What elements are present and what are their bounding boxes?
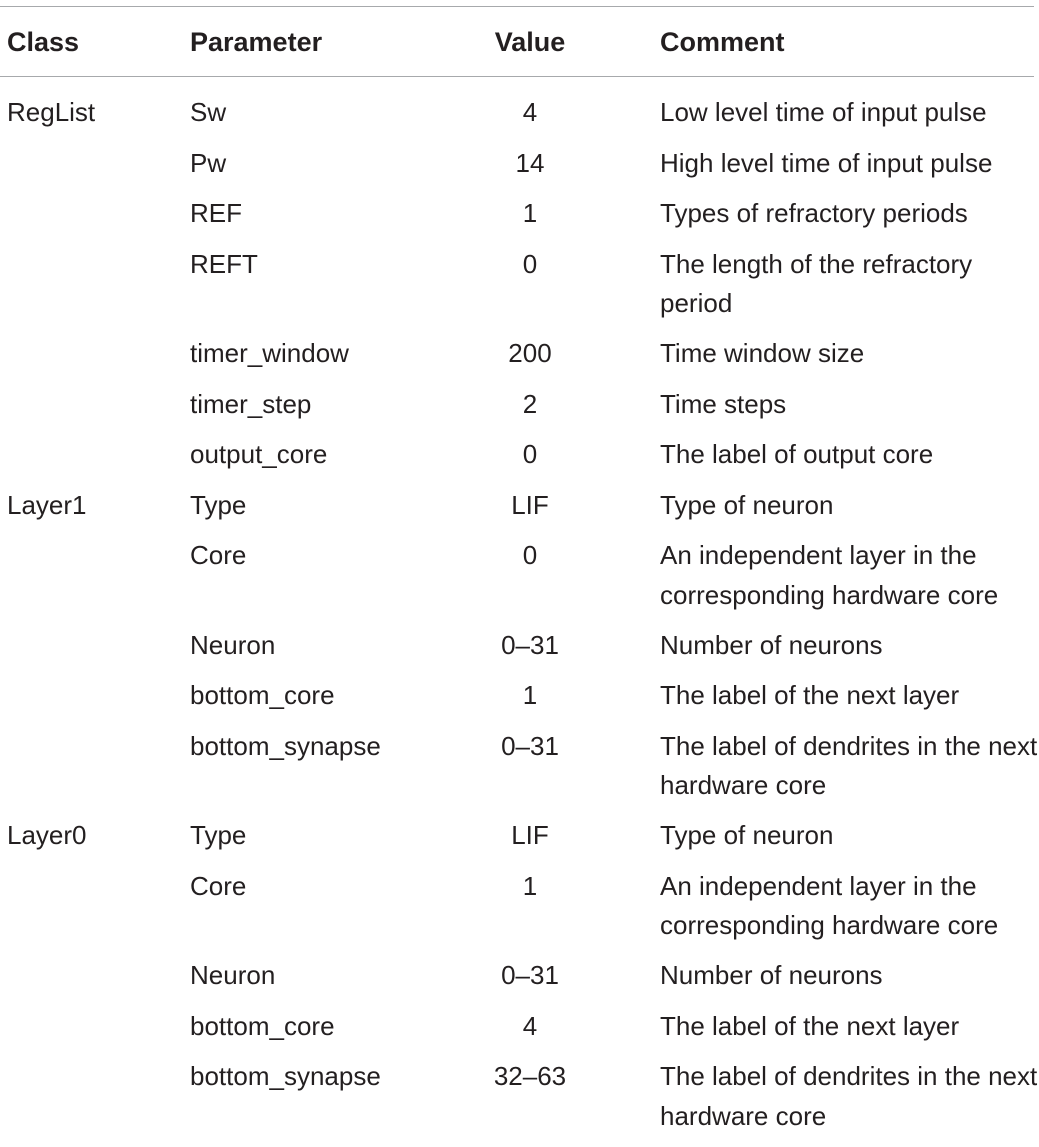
cell-value: 32–63 [493, 1061, 567, 1091]
header-class: Class [7, 27, 80, 57]
table-header [0, 24, 1039, 60]
cell-comment: Low level time of input pulse [660, 97, 987, 127]
table-row [0, 727, 1039, 817]
cell-comment: The label of the next layer [660, 1010, 960, 1041]
cell-parameter: Neuron [190, 960, 276, 990]
table-row [0, 626, 1039, 677]
cell-parameter: Pw [190, 147, 227, 178]
cell-comment: High level time of input pulse [660, 147, 993, 178]
cell-parameter: REF [190, 198, 242, 228]
cell-parameter: timer_window [190, 338, 349, 368]
table-row [0, 194, 1039, 245]
table-row [0, 956, 1039, 1007]
cell-parameter: Sw [190, 97, 227, 127]
header-comment: Comment [660, 27, 785, 57]
cell-parameter: Core [190, 540, 247, 570]
cell-parameter: REFT [190, 248, 258, 279]
cell-parameter: Type [190, 820, 247, 850]
cell-value: 0 [522, 540, 538, 570]
table-row [0, 245, 1039, 335]
header-value: Value [494, 27, 566, 57]
cell-comment: Time steps [660, 388, 787, 419]
cell-parameter: Neuron [190, 629, 276, 660]
cell-comment: The label of dendrites in the next hardware core [660, 730, 1038, 800]
cell-parameter: bottom_synapse [190, 1061, 381, 1091]
cell-value: 0–31 [501, 629, 559, 660]
cell-parameter: Core [190, 870, 247, 901]
cell-value: 0 [522, 248, 538, 279]
cell-comment: An independent layer in the corresponding hardware core [660, 870, 999, 940]
table-row [0, 334, 1039, 385]
cell-value: LIF [511, 820, 549, 850]
cell-value: 200 [508, 338, 552, 368]
cell-value: 2 [522, 388, 538, 419]
cell-parameter: bottom_synapse [190, 730, 381, 761]
top-rule [0, 6, 1034, 7]
cell-value: 0 [522, 439, 538, 469]
header-rule [0, 76, 1034, 77]
cell-value: 1 [522, 870, 538, 901]
cell-comment: Number of neurons [660, 629, 883, 660]
cell-value: 4 [522, 97, 538, 127]
table-row [0, 676, 1039, 727]
cell-parameter: bottom_core [190, 680, 335, 710]
table-row [0, 536, 1039, 626]
cell-value: 4 [522, 1010, 538, 1041]
cell-comment: Time window size [660, 338, 865, 368]
table-body [0, 93, 1039, 1147]
cell-class: Layer1 [7, 489, 87, 520]
cell-parameter: output_core [190, 439, 328, 469]
cell-value: 1 [522, 198, 538, 228]
cell-comment: Type of neuron [660, 820, 834, 850]
table-row [0, 816, 1039, 867]
table-row [0, 867, 1039, 957]
table-row [0, 486, 1039, 537]
cell-value: 0–31 [501, 730, 559, 761]
cell-comment: The label of dendrites in the next hardware core [660, 1061, 1038, 1131]
cell-comment: Type of neuron [660, 489, 834, 520]
cell-parameter: timer_step [190, 388, 312, 419]
cell-comment: An independent layer in the corresponding hardware core [660, 540, 999, 610]
cell-comment: Types of refractory periods [660, 198, 968, 228]
table-row [0, 435, 1039, 486]
cell-class: RegList [7, 97, 96, 127]
cell-comment: Number of neurons [660, 960, 883, 990]
cell-class: Layer0 [7, 820, 87, 850]
table-row [0, 93, 1039, 144]
cell-value: 0–31 [501, 960, 559, 990]
cell-value: 14 [515, 147, 545, 178]
table-row [0, 1057, 1039, 1147]
table-row [0, 144, 1039, 195]
header-parameter: Parameter [190, 27, 323, 57]
cell-comment: The label of the next layer [660, 680, 960, 710]
table-row [0, 1007, 1039, 1058]
cell-parameter: Type [190, 489, 247, 520]
cell-value: 1 [522, 680, 538, 710]
table-row [0, 385, 1039, 436]
cell-value: LIF [511, 489, 549, 520]
cell-comment: The label of output core [660, 439, 934, 469]
cell-comment: The length of the refractory period [660, 248, 973, 318]
cell-parameter: bottom_core [190, 1010, 335, 1041]
